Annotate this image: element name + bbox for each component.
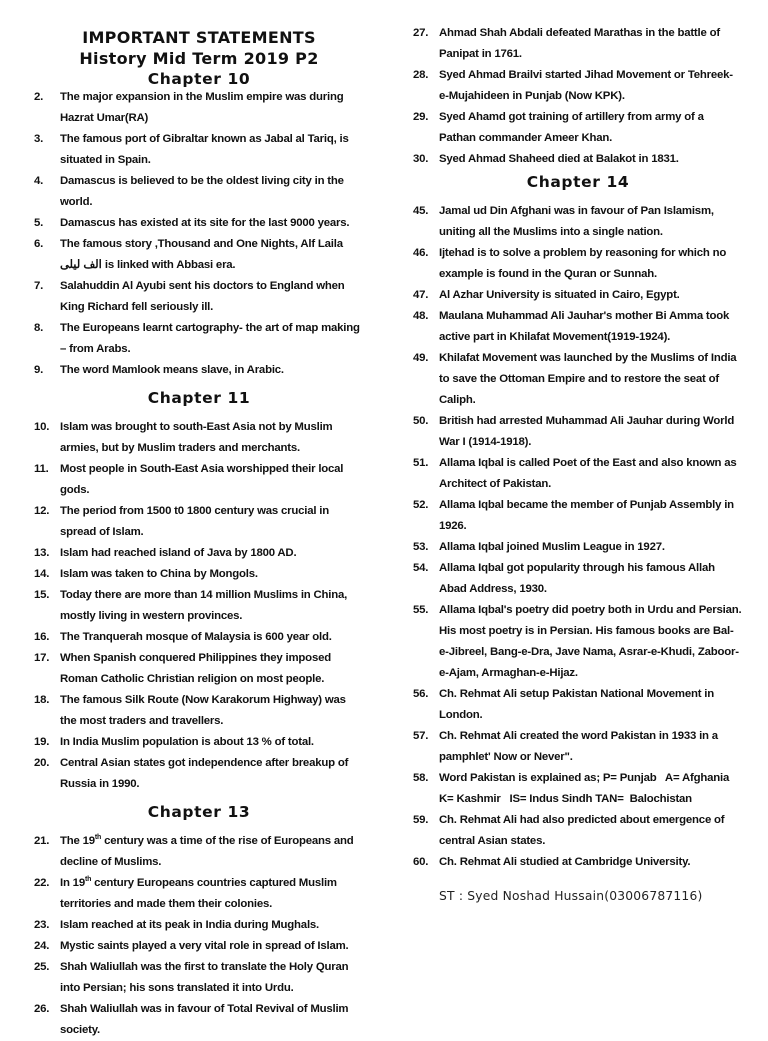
statement-13: 13. Islam had reached island of Java by 1800 AD. (34, 547, 297, 559)
statement-21: 21. The 19th century was a time of the rise of Europeans and decline of Muslims. (34, 834, 354, 868)
statement-16: 16. The Tranquerah mosque of Malaysia is 600 year old. (34, 631, 332, 643)
chapter-13-list (34, 831, 364, 1041)
statement-10: 10. Islam was brought to south-East Asia not by Muslim armies, but by Muslim traders and merchants. (34, 421, 333, 454)
chapter-13-heading: Chapter 13 (147, 803, 251, 821)
statement-12: 12. The period from 1500 t0 1800 century was crucial in spread of Islam. (34, 505, 329, 538)
chapter-11-list (34, 417, 364, 795)
statement-22: 22. In 19th century Europeans countries captured Muslim territories and made them their colonies. (34, 876, 337, 910)
page-title (34, 27, 364, 69)
statement-52: 52. Allama Iqbal became the member of Punjab Assembly in 1926. (413, 499, 734, 532)
statement-46: 46. Ijtehad is to solve a problem by reasoning for which no example is found in the Quran or Sunnah. (413, 247, 727, 280)
statement-4: 4. Damascus is believed to be the oldest living city in the world. (34, 175, 344, 208)
statement-20: 20. Central Asian states got independence after breakup of Russia in 1990. (34, 757, 349, 790)
right-column (413, 0, 743, 903)
statement-5: 5. Damascus has existed at its site for the last 9000 years. (34, 217, 350, 229)
statement-30: 30. Syed Ahmad Shaheed died at Balakot in 1831. (413, 153, 679, 165)
left-column (34, 0, 364, 1041)
statement-50: 50. British had arrested Muhammad Ali Jauhar during World War I (1914-1918). (413, 415, 735, 448)
statement-7: 7. Salahuddin Al Ayubi sent his doctors to England when King Richard fell seriously ill. (34, 280, 345, 313)
statement-26: 26. Shah Waliullah was in favour of Total Revival of Muslim society. (34, 1003, 349, 1036)
statement-53: 53. Allama Iqbal joined Muslim League in 1927. (413, 541, 665, 553)
statement-18: 18. The famous Silk Route (Now Karakorum Highway) was the most traders and travellers. (34, 694, 346, 727)
statement-19: 19. In India Muslim population is about 13 % of total. (34, 736, 314, 748)
statement-54: 54. Allama Iqbal got popularity through his famous Allah Abad Address, 1930. (413, 562, 715, 595)
statement-9: 9. The word Mamlook means slave, in Arabic. (34, 364, 284, 376)
statement-58: 58. Word Pakistan is explained as; P= Punjab A= Afghania K= Kashmir IS= Indus Sindh TAN= Balochistan (413, 772, 738, 805)
statement-6: 6. The famous story ,Thousand and One Nights, Alf Laila الف لیلی is linked with Abbasi era. (34, 238, 343, 271)
statement-51: 51. Allama Iqbal is called Poet of the East and also known as Architect of Pakistan. (413, 457, 737, 490)
title-line-1: IMPORTANT STATEMENTS (82, 28, 316, 47)
chapter-14-heading: Chapter 14 (526, 173, 630, 191)
chapter-10-heading: Chapter 10 (147, 70, 251, 88)
chapter-11-heading: Chapter 11 (147, 389, 251, 407)
statement-14: 14. Islam was taken to China by Mongols. (34, 568, 258, 580)
statement-3: 3. The famous port of Gibraltar known as Jabal al Tariq, is situated in Spain. (34, 133, 349, 166)
title-line-2: History Mid Term 2019 P2 (79, 49, 319, 68)
statement-11: 11. Most people in South-East Asia worshipped their local gods. (34, 463, 344, 496)
chapter-13-list-continued (413, 23, 743, 170)
statement-60: 60. Ch. Rehmat Ali studied at Cambridge University. (413, 856, 691, 868)
statement-29: 29. Syed Ahamd got training of artillery from army of a Pathan commander Ameer Khan. (413, 111, 704, 144)
author-signature: ST : Syed Noshad Hussain(03006787116) (439, 889, 703, 903)
statement-49: 49. Khilafat Movement was launched by the Muslims of India to save the Ottoman Empire and to restore the seat of Caliph. (413, 352, 737, 406)
statement-47: 47. Al Azhar University is situated in Cairo, Egypt. (413, 289, 680, 301)
statement-24: 24. Mystic saints played a very vital role in spread of Islam. (34, 940, 349, 952)
statement-15: 15. Today there are more than 14 million Muslims in China, mostly living in western provinces. (34, 589, 348, 622)
statement-56: 56. Ch. Rehmat Ali setup Pakistan National Movement in London. (413, 688, 715, 721)
statement-57: 57. Ch. Rehmat Ali created the word Pakistan in 1933 in a pamphlet' Now or Never". (413, 730, 718, 763)
chapter-14-list (413, 201, 743, 873)
statement-28: 28. Syed Ahmad Brailvi started Jihad Movement or Tehreek- e-Mujahideen in Punjab (Now KPK). (413, 69, 733, 102)
statement-17: 17. When Spanish conquered Philippines they imposed Roman Catholic Christian religion on most people. (34, 652, 331, 685)
statement-55: 55. Allama Iqbal's poetry did poetry both in Urdu and Persian. His most poetry is in Persian. His famous books are Bal-e-Jibreel, Bang-e-Dra, Jave Nama, Asrar-e-Khudi, Zaboor-e-Ajam, Armaghan-e-Hijaz. (413, 604, 742, 679)
statement-27: 27. Ahmad Shah Abdali defeated Marathas in the battle of Panipat in 1761. (413, 27, 720, 60)
statement-59: 59. Ch. Rehmat Ali had also predicted about emergence of central Asian states. (413, 814, 725, 847)
statement-8: 8. The Europeans learnt cartography- the art of map making – from Arabs. (34, 322, 360, 355)
statement-2: 2. The major expansion in the Muslim empire was during Hazrat Umar(RA) (34, 91, 344, 124)
statement-25: 25. Shah Waliullah was the first to translate the Holy Quran into Persian; his sons translated it into Urdu. (34, 961, 349, 994)
statement-45: 45. Jamal ud Din Afghani was in favour of Pan Islamism, uniting all the Muslims into a single nation. (413, 205, 714, 238)
statement-48: 48. Maulana Muhammad Ali Jauhar's mother Bi Amma took active part in Khilafat Movement(1919-1924). (413, 310, 730, 343)
statement-23: 23. Islam reached at its peak in India during Mughals. (34, 919, 320, 931)
chapter-10-list (34, 87, 364, 381)
